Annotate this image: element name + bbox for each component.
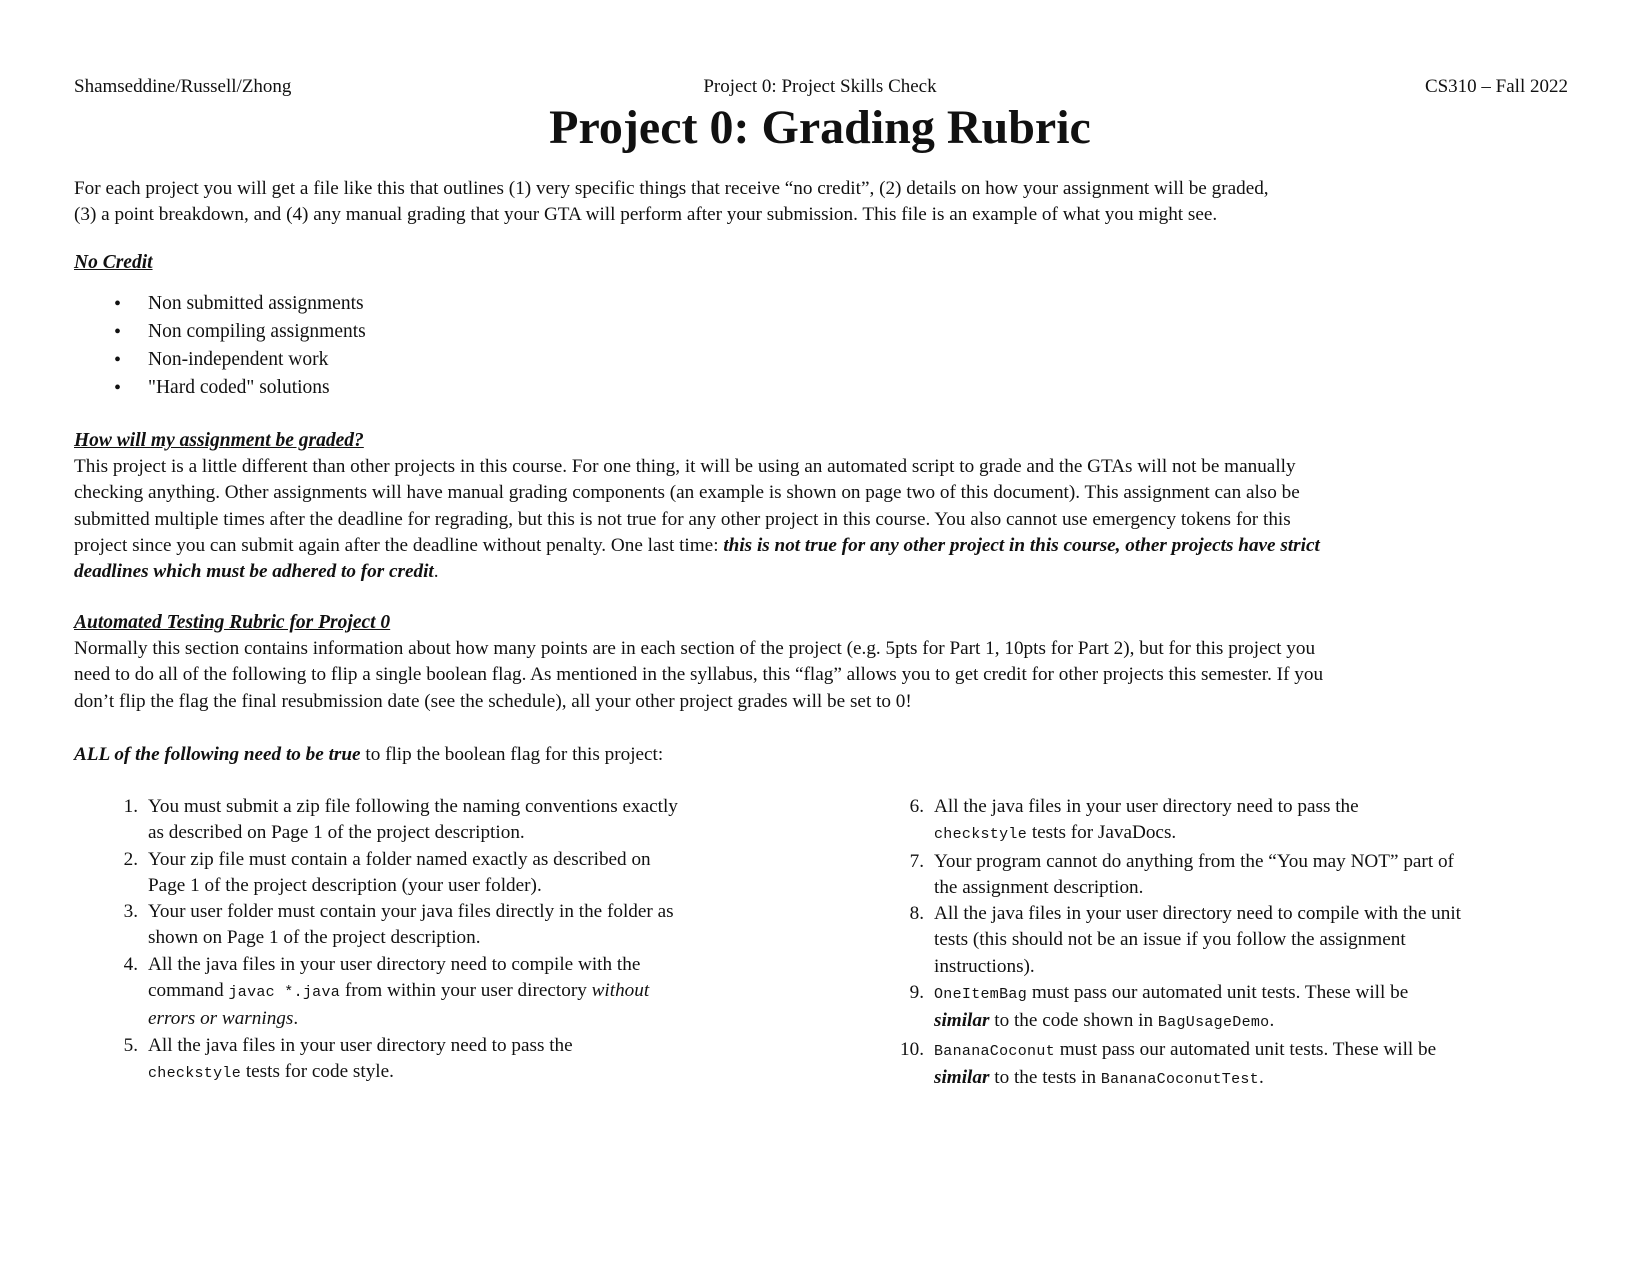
emphasis-text: ALL of the following need to be true [74, 744, 361, 765]
item-line: instructions). [934, 955, 1035, 977]
item-line: All the java files in your user directory need to compile with the unit [934, 903, 1461, 925]
item-line [148, 978, 774, 1006]
code-text: OneItemBag [934, 986, 1028, 1004]
paragraph-line: submitted multiple times after the deadline for regrading, but this is not true for any other project in this course. You also cannot use emergency tokens for this [74, 508, 1291, 530]
line-text: must pass our automated unit tests. These will be [1027, 982, 1409, 1004]
item-line [934, 1008, 1580, 1036]
item-number: 10. [900, 1038, 924, 1060]
paragraph-line: Normally this section contains information about how many points are in each section of the project (e.g. 5pts for Part 1, 10pts for Part 2), but for this project you [74, 638, 1316, 659]
all-following-line [74, 742, 1574, 768]
item-number: 1. [123, 796, 138, 817]
item-line: You must submit a zip file following the naming conventions exactly [148, 796, 678, 817]
emphasis-text: deadlines which must be adhered to for credit [74, 561, 434, 583]
item-number: 9. [909, 982, 924, 1004]
item-line: Your zip file must contain a folder named exactly as described on [148, 848, 651, 870]
item-line: Your program cannot do anything from the “You may NOT” part of [934, 850, 1454, 872]
automated-heading: Automated Testing Rubric for Project 0 [74, 612, 391, 633]
requirement-item [74, 794, 774, 847]
requirements-list-left [74, 794, 774, 1087]
emphasis-text: errors or warnings [148, 1008, 294, 1030]
paragraph-line: don’t flip the flag the final resubmission date (see the schedule), all your other project grades will be set to 0! [74, 690, 912, 712]
requirement-item [860, 901, 1580, 980]
item-number: 3. [123, 901, 138, 923]
automated-paragraph [74, 636, 1574, 715]
item-line: All the java files in your user directory need to pass the [934, 796, 1359, 817]
item-number: 2. [123, 848, 138, 870]
item-line: Page 1 of the project description (your user folder). [148, 874, 542, 896]
item-number: 7. [909, 850, 924, 872]
header-course: CS310 – Fall 2022 [1424, 76, 1568, 97]
code-text: checkstyle [934, 826, 1028, 844]
header-project: Project 0: Project Skills Check [703, 76, 937, 97]
line-text: command [148, 980, 229, 1002]
line-text: . [1269, 1010, 1275, 1032]
line-text: to flip the boolean flag for this project: [360, 744, 664, 765]
line-text: . [1258, 1066, 1264, 1088]
paragraph-line: checking anything. Other assignments will have manual grading components (an example is shown on page two of this document). This assignment can also be [74, 482, 1300, 504]
line-text: to the tests in [989, 1066, 1101, 1088]
item-line [934, 820, 1580, 848]
code-text: BananaCoconut [934, 1042, 1055, 1060]
line-text: . [433, 561, 439, 583]
intro-line: For each project you will get a file like this that outlines (1) very specific things that receive “no credit”, (2) details on how your assignment will be graded, [74, 178, 1269, 199]
list-item: • Non submitted assignments [74, 290, 366, 318]
emphasis-text: similar [934, 1010, 990, 1032]
item-line [934, 1065, 1580, 1093]
item-line [148, 1006, 774, 1032]
header-authors: Shamseddine/Russell/Zhong [74, 76, 292, 97]
list-item: • Non compiling assignments [74, 318, 366, 346]
requirement-item [860, 849, 1580, 902]
line-text: . [293, 1008, 299, 1030]
item-line: Your user folder must contain your java files directly in the folder as [148, 901, 674, 923]
emphasis-text: similar [934, 1066, 990, 1088]
intro-line: (3) a point breakdown, and (4) any manual grading that your GTA will perform after your submission. This file is an example of what you might see. [74, 204, 1218, 226]
item-number: 6. [909, 796, 924, 817]
line-text: tests for code style. [241, 1060, 394, 1082]
requirement-item [74, 1033, 774, 1088]
line-text: to the code shown in [989, 1010, 1158, 1032]
paragraph-line [74, 559, 1574, 585]
item-line [934, 980, 1580, 1008]
item-line: All the java files in your user directory need to pass the [148, 1034, 573, 1056]
emphasis-text: without [591, 980, 650, 1002]
paragraph-line: need to do all of the following to flip a single boolean flag. As mentioned in the syllabus, this “flag” allows you to get credit for other projects this semester. If you [74, 664, 1324, 686]
code-text: javac *.java [228, 984, 341, 1002]
list-item: • Non-independent work [74, 346, 366, 374]
item-number: 4. [123, 953, 138, 975]
requirement-item [74, 847, 774, 900]
paragraph-line [74, 533, 1574, 559]
intro-paragraph [74, 176, 1574, 229]
item-number: 5. [123, 1034, 138, 1056]
item-line [148, 1059, 774, 1087]
code-text: BananaCoconutTest [1100, 1070, 1259, 1088]
requirement-item [74, 952, 774, 1033]
item-line [934, 1037, 1580, 1065]
item-number: 8. [909, 903, 924, 925]
requirements-list-right [860, 794, 1580, 1093]
no-credit-list [74, 290, 366, 402]
requirement-item [860, 980, 1580, 1037]
item-line: All the java files in your user directory need to compile with the [148, 953, 641, 975]
requirement-item [74, 899, 774, 952]
code-text: BagUsageDemo [1157, 1014, 1270, 1032]
page-title: Project 0: Grading Rubric [549, 101, 1091, 154]
item-line: the assignment description. [934, 876, 1144, 898]
item-line: shown on Page 1 of the project description. [148, 927, 481, 949]
item-line: as described on Page 1 of the project description. [148, 822, 525, 844]
paragraph-line: This project is a little different than other projects in this course. For one thing, it will be using an automated script to grade and the GTAs will not be manually [74, 456, 1296, 477]
item-line: tests (this should not be an issue if you follow the assignment [934, 929, 1406, 951]
emphasis-text: this is not true for any other project in this course, other projects have strict [723, 534, 1320, 556]
requirement-item [860, 1037, 1580, 1094]
graded-heading: How will my assignment be graded? [74, 430, 364, 451]
line-text: from within your user directory [340, 980, 592, 1002]
no-credit-heading: No Credit [74, 252, 153, 273]
line-text: must pass our automated unit tests. These will be [1054, 1038, 1437, 1060]
line-text: project since you can submit again after the deadline without penalty. One last time: [74, 534, 724, 556]
graded-paragraph [74, 454, 1574, 585]
line-text: tests for JavaDocs. [1027, 822, 1177, 844]
requirement-item [860, 794, 1580, 849]
list-item: • "Hard coded" solutions [74, 374, 366, 402]
code-text: checkstyle [148, 1064, 242, 1082]
